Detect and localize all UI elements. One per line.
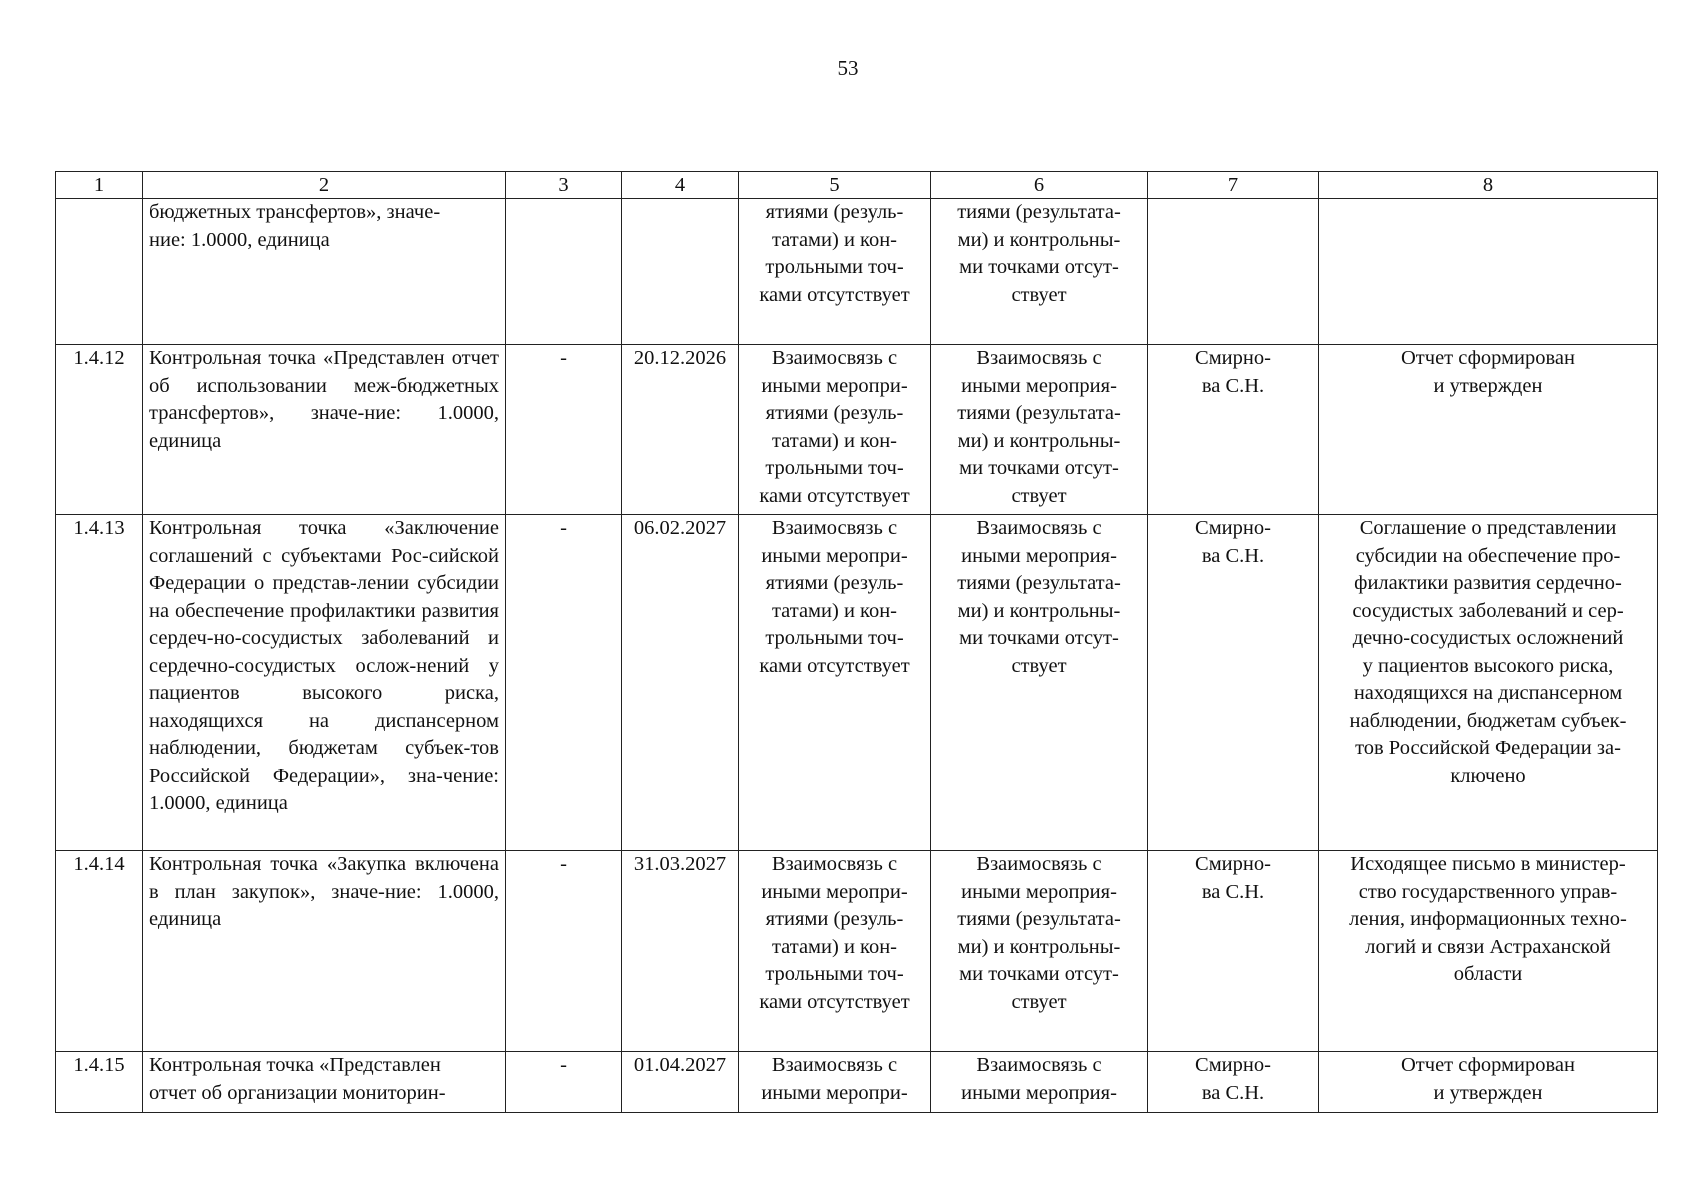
row-result <box>1319 1052 1658 1113</box>
row-responsible <box>1148 851 1319 1052</box>
row-relation-points-text: Взаимосвязь с иными мероприя- тиями (результата- ми) и контрольны- ми точками отсут- ствует <box>957 853 1121 1013</box>
row-number: 1.4.14 <box>56 851 143 1052</box>
col-header-1: 1 <box>56 172 143 199</box>
row-result <box>1319 515 1658 851</box>
row-relation-events <box>739 851 931 1052</box>
row-responsible <box>1148 1052 1319 1113</box>
row-description-text: бюджетных трансфертов», значе- ние: 1.0000, единица <box>149 201 441 251</box>
row-date: 01.04.2027 <box>622 1052 739 1113</box>
col-header-4: 4 <box>622 172 739 199</box>
row-result-text: Исходящее письмо в министер- ство государственного управ- ления, информационных техно- логий и связи Астраханской области <box>1349 853 1627 985</box>
row-result-text: Отчет сформирован и утвержден <box>1401 347 1575 397</box>
row-relation-points <box>931 345 1148 515</box>
row-description <box>143 515 506 851</box>
row-number: 1.4.15 <box>56 1052 143 1113</box>
row-result-text: Отчет сформирован и утвержден <box>1401 1054 1575 1104</box>
row-description-text: Контрольная точка «Закупка включена в план закупок», значе-ние: 1.0000, единица <box>149 853 499 930</box>
row-responsible-text: Смирно- ва С.Н. <box>1195 1054 1271 1104</box>
row-relation-points-text: Взаимосвязь с иными мероприя- <box>961 1054 1117 1104</box>
row-description-text: Контрольная точка «Заключение соглашений с субъектами Рос-сийской Федерации о представ-лении субсидии на обеспечение профилактики развития сердеч-но-сосудистых заболеваний и сердечно-сосудистых ослож-нений у пациентов высокого риска, находящихся на диспансерном наблюдении, бюджетам субъек-тов Российской Федерации», зна-чение: 1.0000, единица <box>149 517 499 814</box>
table-row <box>56 199 1658 345</box>
header-row <box>56 172 1658 199</box>
row-relation-events <box>739 345 931 515</box>
row-col3: - <box>506 851 622 1052</box>
table-row <box>56 515 1658 851</box>
control-points-table <box>55 171 1658 1113</box>
row-col3: - <box>506 1052 622 1113</box>
row-relation-points-text: Взаимосвязь с иными мероприя- тиями (результата- ми) и контрольны- ми точками отсут- ствует <box>957 517 1121 677</box>
table-row <box>56 1052 1658 1113</box>
row-relation-points <box>931 851 1148 1052</box>
row-relation-events <box>739 1052 931 1113</box>
row-date: 20.12.2026 <box>622 345 739 515</box>
row-relation-events-text: Взаимосвязь с иными меропри- ятиями (резуль- татами) и кон- трольными точ- ками отсутствует <box>759 853 910 1013</box>
col-header-2: 2 <box>143 172 506 199</box>
row-number: 1.4.13 <box>56 515 143 851</box>
row-result <box>1319 345 1658 515</box>
row-description <box>143 851 506 1052</box>
col-header-5: 5 <box>739 172 931 199</box>
row-col3 <box>506 199 622 345</box>
row-result-text: Соглашение о представлении субсидии на обеспечение про- филактики развития сердечно- сосудистых заболеваний и сер- дечно-сосудистых осложнений у пациентов высокого риска, находящихся на диспансерном наблюдении, бюджетам субъек- тов Российской Федерации за- ключено <box>1349 517 1627 787</box>
table-row <box>56 345 1658 515</box>
row-date: 31.03.2027 <box>622 851 739 1052</box>
row-date: 06.02.2027 <box>622 515 739 851</box>
col-header-7: 7 <box>1148 172 1319 199</box>
page-number: 53 <box>837 56 859 80</box>
row-responsible <box>1148 199 1319 345</box>
row-responsible-text: Смирно- ва С.Н. <box>1195 347 1271 397</box>
row-relation-points <box>931 515 1148 851</box>
row-relation-events <box>739 199 931 345</box>
row-responsible <box>1148 345 1319 515</box>
row-description-text: Контрольная точка «Представлен отчет об использовании меж-бюджетных трансфертов», значе-ние: 1.0000, единица <box>149 347 499 452</box>
table-row <box>56 851 1658 1052</box>
row-description <box>143 1052 506 1113</box>
col-header-3: 3 <box>506 172 622 199</box>
col-header-6: 6 <box>931 172 1148 199</box>
row-relation-points <box>931 1052 1148 1113</box>
row-relation-points-text: Взаимосвязь с иными мероприя- тиями (результата- ми) и контрольны- ми точками отсут- ствует <box>957 347 1121 507</box>
row-relation-points <box>931 199 1148 345</box>
row-description <box>143 199 506 345</box>
row-result <box>1319 851 1658 1052</box>
row-responsible-text: Смирно- ва С.Н. <box>1195 517 1271 567</box>
row-col3: - <box>506 515 622 851</box>
row-date <box>622 199 739 345</box>
row-relation-events <box>739 515 931 851</box>
row-result <box>1319 199 1658 345</box>
row-relation-points-text: тиями (результата- ми) и контрольны- ми точками отсут- ствует <box>957 201 1121 306</box>
col-header-8: 8 <box>1319 172 1658 199</box>
row-responsible <box>1148 515 1319 851</box>
row-number: 1.4.12 <box>56 345 143 515</box>
row-relation-events-text: Взаимосвязь с иными меропри- ятиями (резуль- татами) и кон- трольными точ- ками отсутствует <box>759 517 910 677</box>
row-relation-events-text: Взаимосвязь с иными меропри- <box>761 1054 908 1104</box>
row-description-text: Контрольная точка «Представлен отчет об организации мониторин- <box>149 1054 446 1104</box>
row-responsible-text: Смирно- ва С.Н. <box>1195 853 1271 903</box>
row-relation-events-text: ятиями (резуль- татами) и кон- трольными точ- ками отсутствует <box>759 201 910 306</box>
row-col3: - <box>506 345 622 515</box>
row-description <box>143 345 506 515</box>
row-number <box>56 199 143 345</box>
row-relation-events-text: Взаимосвязь с иными меропри- ятиями (резуль- татами) и кон- трольными точ- ками отсутствует <box>759 347 910 507</box>
